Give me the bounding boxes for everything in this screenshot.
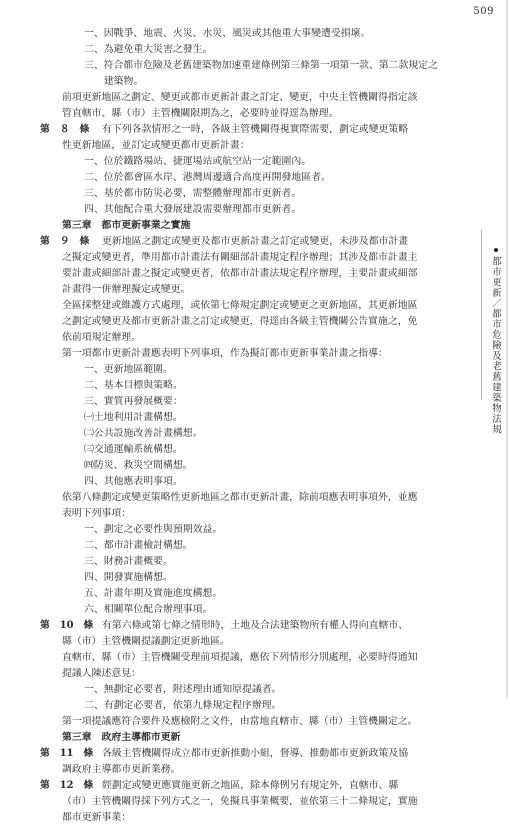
law-text-body — [40, 26, 438, 826]
article-text: 有第六條或第七條之情形時，土地及合法建築物所有權人得向直轄市、 — [102, 620, 409, 631]
article-text: 經劃定或變更應實施更新之地區，除本條例另有規定外，直轄市、縣 — [102, 780, 399, 791]
page-edge-shadow — [506, 0, 508, 698]
chapter-heading: 第三章 政府主導都市更新 — [62, 732, 181, 743]
text-line: 六、相關單位配合辦理事項。 — [84, 604, 213, 615]
text-line: ㈣防災、救災空間構想。 — [84, 460, 193, 471]
text-line: 四、其他配合重大發展建設需要辦理都市更新者。 — [84, 204, 302, 215]
text-line: 管直轄市、縣（市）主管機關限期為之，必要時並得逕為辦理。 — [62, 108, 339, 119]
text-line: 之擬定或變更者，準用都市計畫法有關細部計畫規定程序辦理；其涉及都市計畫主 — [62, 252, 418, 263]
text-line: 直轄市、縣（市）主管機關受理前項提議，應依下列情形分別處理，必要時得通知 — [62, 652, 418, 663]
text-line: 一、劃定之必要性與預期效益。 — [84, 524, 223, 535]
text-line: 前項更新地區之劃定、變更或都市更新計畫之訂定、變更，中央主管機關得指定該 — [62, 92, 418, 103]
text-line: 要計畫或細部計畫之擬定或變更者，依都市計畫法規定程序辦理，主要計畫或細部 — [62, 268, 418, 279]
side-tab-rule — [481, 230, 482, 400]
side-tab-bullet-icon — [494, 248, 498, 252]
text-line: 三、基於都市防災必要，需整體辦理都市更新者。 — [84, 188, 302, 199]
text-line: 三、實質再發展概要： — [84, 396, 183, 407]
text-line: 二、位於都會區水岸、港灣周邊適合高度再開發地區者。 — [84, 172, 331, 183]
article-line — [40, 618, 438, 634]
text-line: 之劃定或變更及都市更新計畫之訂定或變更，得逕由各級主管機關公告實施之，免 — [62, 316, 418, 327]
article-number: 第 11 條 — [40, 748, 94, 759]
article-text: 各級主管機關得成立都市更新推動小組，督導、推動都市更新政策及協 — [102, 748, 409, 759]
text-line: 計畫得一併辦理擬定或變更。 — [62, 284, 191, 295]
text-line: 性更新地區，並訂定或變更都市更新計畫： — [62, 140, 250, 151]
side-tab-label: 都市更新／都市危險及老舊建築物法規 — [490, 256, 501, 435]
text-line: 三、符合都市危險及老舊建築物加速重建條例第三條第一項第一款、第二款規定之 — [84, 60, 438, 71]
text-line: ㈡公共設施改善計畫構想。 — [84, 428, 203, 439]
article-number: 第 ８ 條 — [40, 124, 90, 135]
article-number: 第 10 條 — [40, 620, 94, 631]
text-line: 第一項提議應符合要件及應檢附之文件，由當地直轄市、縣（市）主管機關定之。 — [62, 716, 418, 727]
text-line: 全區採整建或維護方式處理，或依第七條規定劃定或變更之更新地區，其更新地區 — [62, 300, 418, 311]
text-line: 調政府主導都市更新業務。 — [62, 764, 181, 775]
text-line: 表明下列事項： — [62, 508, 132, 519]
text-line: 一、無劃定必要者，附述理由通知原提議者。 — [84, 684, 282, 695]
text-line: （市）主管機關得採下列方式之一，免擬具事業概要，並依第三十二條規定，實施 — [62, 796, 418, 807]
article-number: 第 ９ 條 — [40, 236, 90, 247]
text-line: 一、因戰爭、地震、火災、水災、風災或其他重大事變遭受損壞。 — [84, 28, 371, 39]
text-line: 一、更新地區範圍。 — [84, 364, 173, 375]
text-line: 依前項規定辦理。 — [62, 332, 142, 343]
text-line: 提議人陳述意見： — [62, 668, 142, 679]
text-line: 二、都市計畫檢討構想。 — [84, 540, 193, 551]
article-line — [40, 778, 438, 794]
text-line: 二、有劃定必要者，依第九條規定程序辦理。 — [84, 700, 282, 711]
text-line: ㈢交通運輸系統構想。 — [84, 444, 183, 455]
article-number: 第 12 條 — [40, 780, 94, 791]
text-line: 二、基本目標與策略。 — [84, 380, 183, 391]
text-line: 一、位於鐵路場站、捷運場站或航空站一定範圍內。 — [84, 156, 312, 167]
article-line — [40, 746, 438, 762]
article-text: 更新地區之劃定或變更及都市更新計畫之訂定或變更，未涉及都市計畫 — [102, 236, 409, 247]
text-line: 五、計畫年期及實施進度構想。 — [84, 588, 223, 599]
text-line: 四、其他應表明事項。 — [84, 476, 183, 487]
text-line: 建築物。 — [84, 76, 144, 87]
article-line — [40, 234, 438, 250]
text-line: 二、為避免重大災害之發生。 — [84, 44, 213, 55]
text-line: 縣（市）主管機關提議劃定更新地區。 — [62, 636, 230, 647]
article-line — [40, 122, 438, 138]
chapter-heading: 第三章 都市更新事業之實施 — [62, 220, 191, 231]
text-line: ㈠土地利用計畫構想。 — [84, 412, 183, 423]
text-line: 三、財務計畫概要。 — [84, 556, 173, 567]
text-line: 四、開發實施構想。 — [84, 572, 173, 583]
article-text: 有下列各款情形之一時，各級主管機關得視實際需要，劃定或變更策略 — [102, 124, 409, 135]
page-number: 509 — [473, 6, 494, 17]
text-line: 都市更新事業： — [62, 812, 132, 823]
text-line: 依第八條劃定或變更策略性更新地區之都市更新計畫，除前項應表明事項外，並應 — [62, 492, 418, 503]
text-line: 第一項都市更新計畫應表明下列事項，作為擬訂都市更新事業計畫之指導： — [62, 348, 388, 359]
